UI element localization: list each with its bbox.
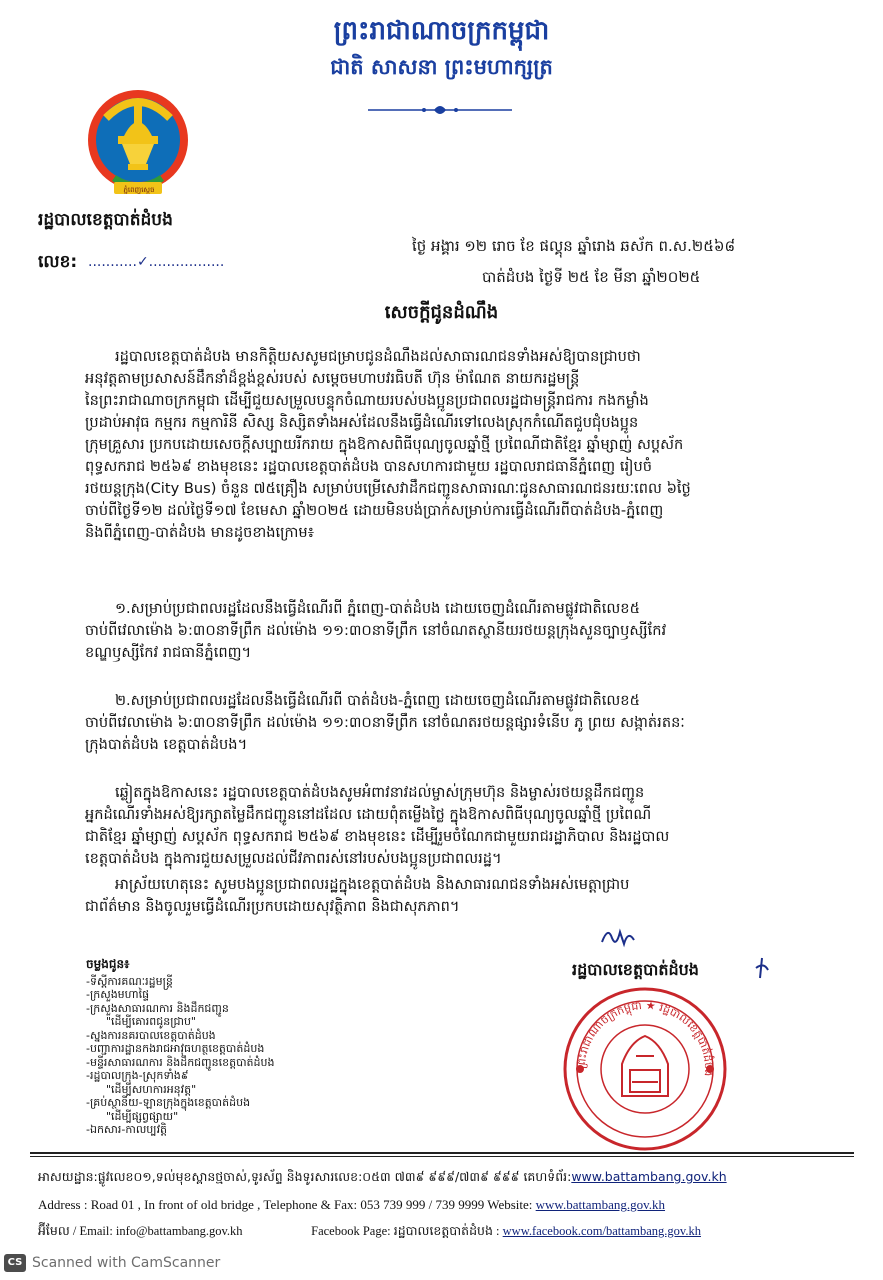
distribution-heading: ចម្លងជូន៖ xyxy=(86,957,130,971)
distribution-item: -ក្រសួងមហាផ្ទៃ xyxy=(86,988,150,1001)
item2-line: ចាប់ពីវេលាម៉ោង ៦:៣០នាទីព្រឹក ដល់ម៉ោង ១១:៣០នាទីព្រឹក នៅចំណតរថយន្តផ្សារទំនើប ភូ ព្រយ សង្កាត់រតនៈ xyxy=(85,714,685,731)
intro-line: ចាប់ពីថ្ងៃទី១២ ដល់ថ្ងៃទី១៧ ខែមេសា ឆ្នាំ២០២៥ ដោយមិនបង់ប្រាក់សម្រាប់ការធ្វើដំណើរពីបាត់ដំបង-ភ្នំពេញ xyxy=(85,502,664,519)
footer-contact xyxy=(38,1222,848,1240)
national-motto: ជាតិ សាសនា ព្រះមហាក្សត្រ xyxy=(330,55,553,79)
scanner-watermark xyxy=(4,1252,220,1274)
lunar-date: ថ្ងៃ អង្គារ ១២ រោច ខែ ផល្គុន ឆ្នាំរោង ឆស័ក ព.ស.២៥៦៨ xyxy=(412,237,736,255)
reference-label: លេខ: xyxy=(38,252,78,272)
kh-address-text: អាសយដ្ឋាន:ផ្លូវលេខ០១,ទល់មុខស្ពានថ្មចាស់,ទូរស័ព្ទ និងទូរសារលេខ:០៥៣ ៧៣៩ ៩៩៩/៧៣៩ ៩៩៩ គេហទំព័រ: xyxy=(38,1169,572,1184)
intro-line: រដ្ឋបាលខេត្តបាត់ដំបង មានកិត្តិយសសូមជម្រាបជូនដំណឹងដល់សាធារណជនទាំងអស់ឱ្យបានជ្រាបថា xyxy=(115,348,641,365)
emblem-caption: ភ្នំពេញស្តេច xyxy=(123,186,155,194)
intro-line: នៃព្រះរាជាណាចក្រកម្ពុជា ដើម្បីជួយសម្រួលបន្ទុកចំណាយរបស់បងប្អូនប្រជាពលរដ្ឋជាមន្ត្រីរាជការ កងកម្លាំង xyxy=(85,392,649,409)
item1-line: ខណ្ឌឫស្សីកែវ រាជធានីភ្នំពេញ។ xyxy=(85,644,252,661)
en-website-link[interactable]: www.battambang.gov.kh xyxy=(535,1197,666,1212)
camscanner-logo-icon: CS xyxy=(4,1254,26,1272)
seal-text: ព្រះរាជាណាចក្រកម្ពុជា ★ រដ្ឋបាលខេត្តបាត់ដំបង xyxy=(574,998,716,1077)
facebook-label: Facebook Page: រដ្ឋបាលខេត្តបាត់ដំបង : xyxy=(311,1224,500,1238)
footer-rule-thin xyxy=(30,1156,854,1157)
intro-line: ពុទ្ធសករាជ ២៥៦៩ ខាងមុខនេះ រដ្ឋបាលខេត្តបាត់ដំបង បានសហការជាមួយ រដ្ឋបាលរាជធានីភ្នំពេញ រៀបចំ xyxy=(85,458,652,475)
footer-en-address xyxy=(38,1196,848,1214)
distribution-item: -ស្នងការនគរបាលខេត្តបាត់ដំបង xyxy=(86,1028,216,1042)
intro-line: អនុវត្តតាមប្រសាសន៍ដឹកនាំដ៏ខ្ពង់ខ្ពស់របស់ សម្តេចមហាបវរធិបតី ហ៊ុន ម៉ាណែត នាយករដ្ឋមន្ត្រី xyxy=(85,370,580,387)
distribution-item: -ឯកសារ-កាលប្បវត្តិ xyxy=(86,1123,168,1136)
paragraph-closing xyxy=(85,874,837,918)
signature-office: រដ្ឋបាលខេត្តបាត់ដំបង xyxy=(572,960,699,979)
item2-line: ២.សម្រាប់ប្រជាពលរដ្ឋដែលនឹងធ្វើដំណើរពី បាត់ដំបង-ភ្នំពេញ ដោយចេញដំណើរតាមផ្លូវជាតិលេខ៥ xyxy=(115,692,640,709)
kingdom-title: ព្រះរាជាណាចក្រកម្ពុជា xyxy=(333,16,550,46)
ornament-divider xyxy=(360,100,520,120)
intro-line: ប្រដាប់អាវុធ កម្មករ កម្មការិនី សិស្ស និស្សិតទាំងអស់ដែលនឹងធ្វើដំណើរទៅលេងស្រុកកំណើតជួបជុំបងប្អូន xyxy=(85,414,639,431)
official-seal-icon xyxy=(560,986,730,1152)
facebook-link[interactable]: www.facebook.com/battambang.gov.kh xyxy=(502,1224,701,1238)
paragraph-intro xyxy=(85,346,837,544)
kh-website-link[interactable]: www.battambang.gov.kh xyxy=(571,1169,727,1184)
battambang-emblem-icon xyxy=(84,78,192,200)
scanner-label: Scanned with CamScanner xyxy=(32,1255,221,1271)
item1-line: ចាប់ពីវេលាម៉ោង ៦:៣០នាទីព្រឹក ដល់ម៉ោង ១១:៣០នាទីព្រឹក នៅចំណតស្ថានីយរថយន្តក្រុងសួនច្បាឫស្សីកែវ xyxy=(85,622,667,639)
intro-line: រថយន្តក្រុង(City Bus) ចំនួន ៧៥គ្រឿង សម្រាប់បម្រើសេវាដឹកជញ្ជូនសាធារណៈជូនសាធារណជនរយៈពេល ៦ថ្ងៃ xyxy=(85,480,691,497)
reference-number: ...........✓................. xyxy=(88,254,225,270)
distribution-item: -គ្រប់ស្ថានីយ-ឡានក្រុងក្នុងខេត្តបាត់ដំបង xyxy=(86,1096,251,1109)
closing-line: ជាព័ត៌មាន និងចូលរួមធ្វើដំណើរប្រកបដោយសុវត្ថិភាព និងជាសុភភាព។ xyxy=(85,898,460,915)
email-text: អ៊ីមែល / Email: info@battambang.gov.kh xyxy=(38,1224,243,1238)
handwritten-initials-icon xyxy=(598,924,638,950)
paragraph-item-1 xyxy=(85,598,837,664)
solar-date: បាត់ដំបង ថ្ងៃទី ២៥ ខែ មីនា ឆ្នាំ២០២៥ xyxy=(482,268,701,286)
distribution-item: -ក្រសួងសាធារណការ និងដឹកជញ្ជូន xyxy=(86,1001,229,1015)
paragraph-item-2 xyxy=(85,690,837,756)
distribution-item: -បញ្ជាការដ្ឋានកងរាជអាវុធហត្ថខេត្តបាត់ដំបង xyxy=(86,1042,265,1055)
thanks-line: ជាតិខ្មែរ ឆ្នាំម្សាញ់ សប្តស័ក ពុទ្ធសករាជ ២៥៦៩ ខាងមុខនេះ ដើម្បីរួមចំណែកជាមួយរាជរដ្ឋាភិបាល និងរដ្ឋបាល xyxy=(85,828,670,845)
thanks-line: អ្នកដំណើរទាំងអស់ឱ្យរក្សាតម្លៃដឹកជញ្ជូននៅដដែល ដោយពុំតម្លើងថ្លៃ ក្នុងឱកាសពិធីបុណ្យចូលឆ្នាំថ្មី ប្រពៃណី xyxy=(85,806,652,823)
footer-kh-address xyxy=(38,1168,848,1186)
paragraph-thanks xyxy=(85,782,837,870)
footer-rule xyxy=(30,1152,854,1154)
distribution-item: -រដ្ឋបាលក្រុង-ស្រុកទាំង៩ xyxy=(86,1069,189,1082)
distribution-item: -មន្ទីរសាធារណការ និងដឹកជញ្ជូនខេត្តបាត់ដំបង xyxy=(86,1055,275,1069)
sender-office: រដ្ឋបាលខេត្តបាត់ដំបង xyxy=(38,210,173,230)
en-address-text: Address : Road 01 , In front of old bridge , Telephone & Fax: 053 739 999 / 739 9999 Website: xyxy=(38,1197,533,1212)
distribution-item: "ដើម្បីផ្សព្វផ្សាយ" xyxy=(106,1109,179,1123)
distribution-item: "ដើម្បីគោរពជូនជ្រាប" xyxy=(106,1015,196,1028)
closing-line: អាស្រ័យហេតុនេះ សូមបងប្អូនប្រជាពលរដ្ឋក្នុងខេត្តបាត់ដំបង និងសាធារណជនទាំងអស់មេត្តាជ្រាប xyxy=(115,876,630,893)
thanks-line: ឆ្លៀតក្នុងឱកាសនេះ រដ្ឋបាលខេត្តបាត់ដំបងសូមអំពាវនាវដល់ម្ចាស់ក្រុមហ៊ុន និងម្ចាស់រថយន្តដឹកជញ្ជូន xyxy=(115,784,645,801)
thanks-line: ខេត្តបាត់ដំបង ក្នុងការជួយសម្រួលដល់ជីវភាពរស់នៅរបស់បងប្អូនប្រជាពលរដ្ឋ។ xyxy=(85,850,502,867)
distribution-item: "ដើម្បីសហការអនុវត្ត" xyxy=(106,1082,197,1096)
intro-line: និងពីភ្នំពេញ-បាត់ដំបង មានដូចខាងក្រោម៖ xyxy=(85,524,315,541)
intro-line: ក្រុមគ្រួសារ ប្រកបដោយសេចក្តីសប្បាយរីករាយ ក្នុងឱកាសពិធីបុណ្យចូលឆ្នាំថ្មី ប្រពៃណីជាតិខ្មែរ ឆ្នាំម្សាញ់ សប្តស័ក xyxy=(85,436,684,453)
item2-line: ក្រុងបាត់ដំបង ខេត្តបាត់ដំបង។ xyxy=(85,736,248,753)
notice-title: សេចក្តីជូនដំណឹង xyxy=(384,302,499,323)
svg-text:ព្រះរាជាណាចក្រកម្ពុជា ★ រដ្ឋបា xyxy=(575,999,716,1077)
distribution-item: -ទីស្តីការគណៈរដ្ឋមន្ត្រី xyxy=(86,974,173,988)
item1-line: ១.សម្រាប់ប្រជាពលរដ្ឋដែលនឹងធ្វើដំណើរពី ភ្នំពេញ-បាត់ដំបង ដោយចេញដំណើរតាមផ្លូវជាតិលេខ៥ xyxy=(115,600,640,617)
distribution-list xyxy=(86,958,386,1137)
signature-mark-icon xyxy=(750,956,772,982)
